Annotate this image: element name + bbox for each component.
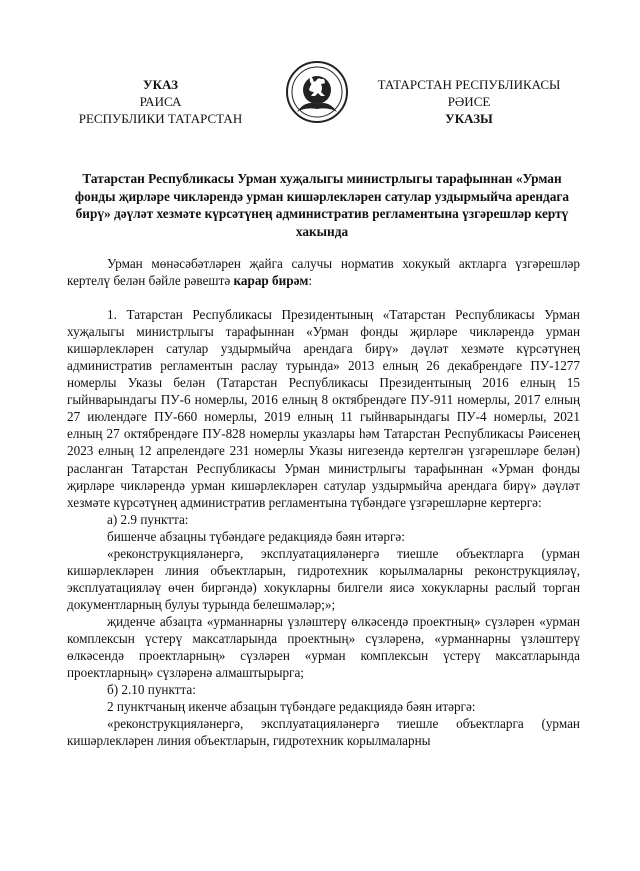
header-right (360, 76, 578, 127)
intro-bold: карар бирәм (233, 273, 309, 289)
subitem-a-replacement: җиденче абзацта «урманнарны үзләштерү өлкәсендә проектның» сүзләрен «урман комплексын үстерү максатларында проектның» сүзләренә, «урманнарны үзләштерү өлкәсендә проектларның» сүзләрен «урман комплексын үстерү максатларында проектларның» сүзләренә алмаштырырга; (67, 613, 580, 681)
spacer (67, 289, 580, 306)
item-1-paragraph: 1. Татарстан Республикасы Президентының «Татарстан Республикасы Урман хуҗалыгы министрлыгы тарафыннан «Урман фонды җирләре чикләрендә урман кишәрлекләрен сатулар уздырмыйча арендага бирү» дәүләт хезмәте күрсәтүнең административ регламентын раслау турында» 2013 елның 26 декабрендәге ПУ-1277 номерлы Указы белән (Татарстан Республикасы Президентының 2016 елның 15 гыйнварындагы ПУ-6 номерлы, 2016 елның 8 октябрендәге ПУ-911 номерлы, 2017 елның 27 июлендәге ПУ-660 номерлы, 2019 елның 11 гыйнварындагы ПУ-4 номерлы, 2021 елның 27 октябрендәге ПУ-828 номерлы указлары һәм Татарстан Республикасы Рәисенең 2023 елның 12 апрелендәге 231 номерлы Указы нигезендә кертелгән үзгәрешләре белән) расланган Татарстан Республикасы Урман министрлыгы тарафыннан «Урман фонды җирләре чикләрендә урман кишәрлекләрен сатулар уздырмыйча арендага бирү» дәүләт хезмәте күрсәтүнең административ регламентына түбәндәге үзгәрешләрне кертергә: (67, 307, 580, 510)
subitem-b-quote: «реконструкцияләнергә, эксплуатацияләнергә тиешле объектларга (урман кишәрлекләрен линия объектларын, гидротехник корылмаларны (67, 716, 580, 749)
intro-end: : (308, 273, 313, 289)
subitem-a-quote: «реконструкцияләнергә, эксплуатацияләнергә тиешле объектларга (урман кишәрлекләрен линия объектларын, гидротехник корылмаларны реконструкцияләү, эксплуатацияләү өчен биргәндә) хокукларны билгели яисә хокукларны раслый торган документларның булуы турында белешмәләр;»; (67, 545, 580, 612)
header-left-line1: УКАЗ (143, 77, 178, 92)
header-left-line2: РАИСА (139, 94, 182, 109)
subitem-b-heading: б) 2.10 пунктта: (107, 682, 196, 698)
document-body (67, 255, 580, 749)
coat-of-arms-icon (285, 60, 349, 124)
header-right-line3: УКАЗЫ (445, 111, 493, 126)
header-right-line1: ТАТАРСТАН РЕСПУБЛИКАСЫ (377, 77, 561, 92)
header-left-line3: РЕСПУБЛИКИ ТАТАРСТАН (78, 111, 243, 126)
header-left (58, 76, 263, 127)
header-right-line2: РӘИСЕ (447, 94, 491, 109)
intro-paragraph (67, 255, 580, 289)
subitem-a-heading: а) 2.9 пунктта: (107, 511, 189, 527)
document-title: Татарстан Республикасы Урман хуҗалыгы министрлыгы тарафыннан «Урман фонды җирләре чикләрендә урман кишәрлекләрен сатулар уздырмыйча арендага бирү» дәүләт хезмәте күрсәтүнең административ регламентына үзгәрешләр кертү хакында (74, 171, 570, 239)
subitem-b-instruction: 2 пунктчаның икенче абзацын түбәндәге редакциядә бәян итәргә: (107, 699, 476, 715)
intro-text: Урман мөнәсәбәтләрен җайга салучы норматив хокукый актларга үзгәрешләр кертелү белән бәйле рәвештә (67, 256, 580, 289)
subitem-a-instruction: бишенче абзацны түбәндәге редакциядә бәян итәргә: (107, 528, 405, 544)
